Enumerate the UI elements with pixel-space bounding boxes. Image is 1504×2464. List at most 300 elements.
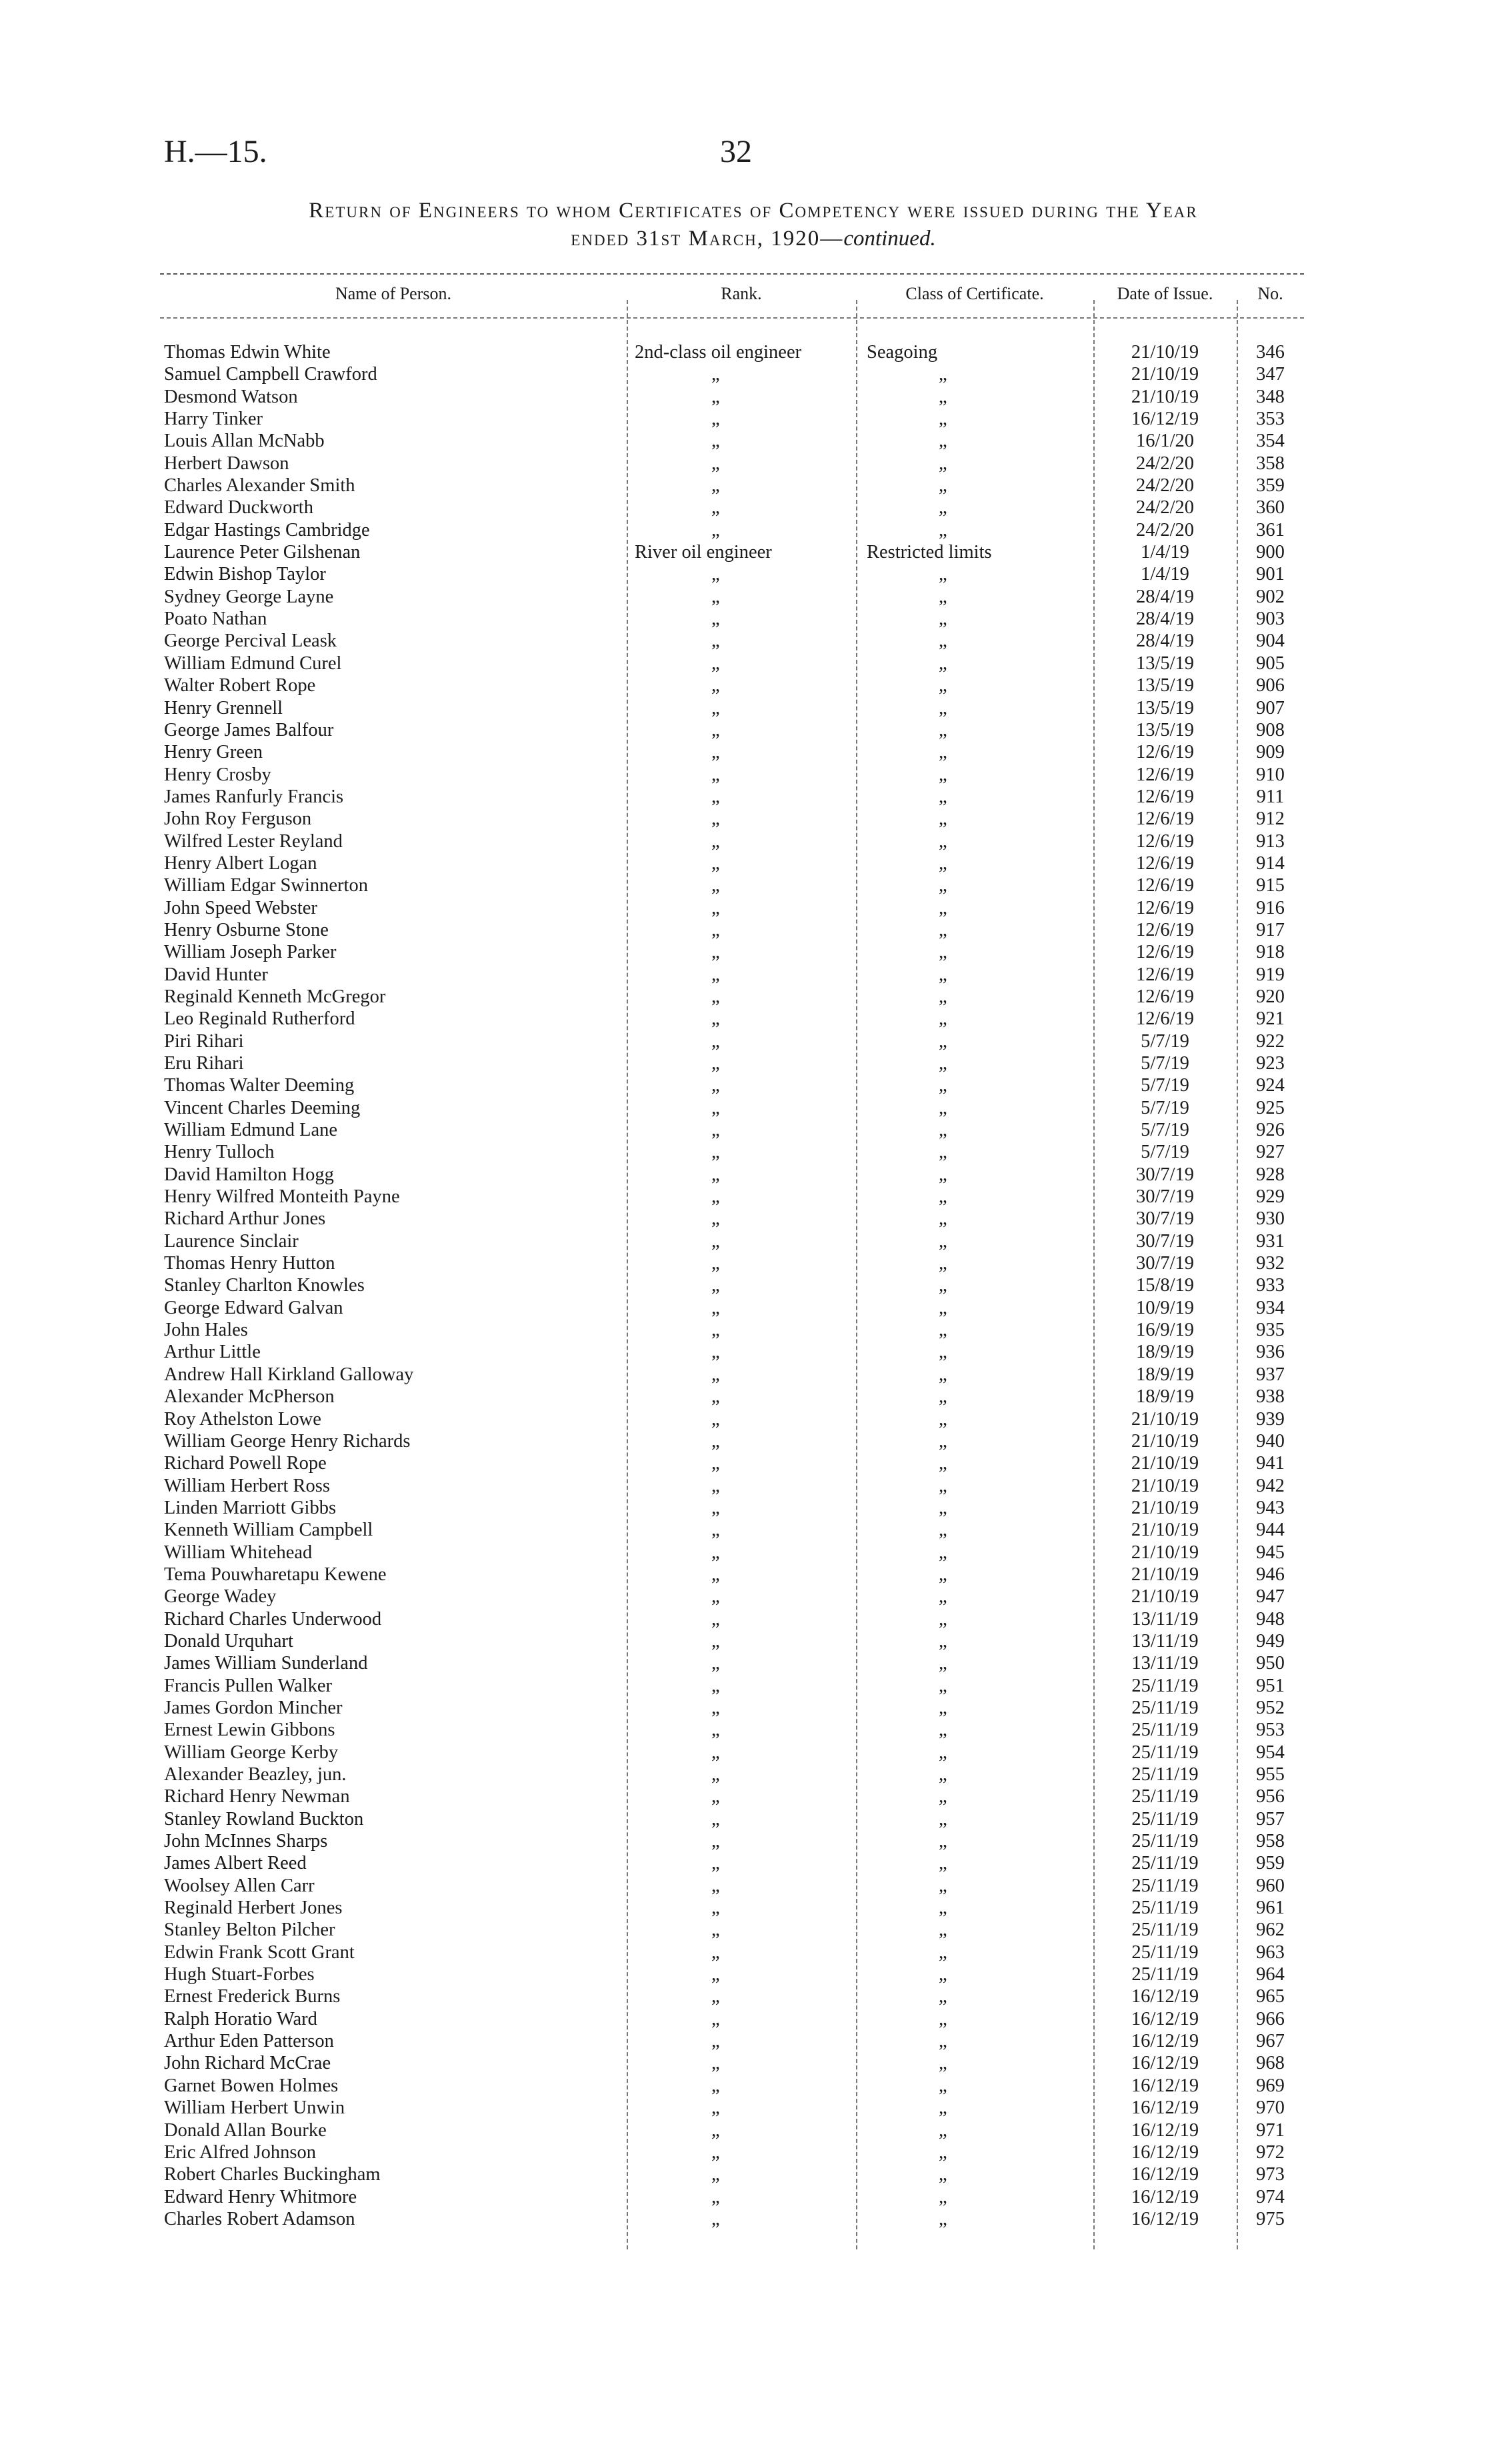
rank: „ — [711, 942, 720, 963]
date-of-issue: 12/6/19 — [1135, 786, 1195, 807]
rank: „ — [711, 1964, 720, 1985]
table-row — [160, 1630, 1304, 1652]
person-name-text: Alexander Beazley, jun. — [164, 1764, 351, 1785]
person-name-text: William George Kerby — [164, 1742, 342, 1763]
person-name-text: Laurence Peter Gilshenan — [164, 542, 364, 563]
rank: „ — [711, 719, 720, 740]
certificate-number: 944 — [1256, 1520, 1285, 1541]
certificate-class: „ — [939, 609, 947, 630]
person-name-text: John Richard McCrae — [164, 2053, 335, 2073]
certificate-class: „ — [939, 1497, 947, 1518]
document-subtitle — [160, 227, 1347, 251]
rank: „ — [711, 1453, 720, 1474]
certificate-class: „ — [939, 1742, 947, 1763]
person-name-text: Hugh Stuart-Forbes — [164, 1964, 319, 1985]
rank: „ — [711, 2186, 720, 2207]
person-name-text: Ralph Horatio Ward — [164, 2009, 321, 2029]
table-row — [160, 1897, 1304, 1919]
person-name-text: James Gordon Mincher — [164, 1698, 347, 1718]
person-name-text: Linden Marriott Gibbs — [164, 1498, 340, 1518]
person-name-text: Henry Tulloch — [164, 1142, 278, 1162]
certificate-number: 929 — [1256, 1186, 1285, 1208]
table-row — [160, 1719, 1304, 1741]
certificate-class: „ — [939, 1275, 947, 1296]
person-name-text: John McInnes Sharps — [164, 1831, 331, 1851]
person-name-text: Stanley Belton Pilcher — [164, 1919, 339, 1940]
table-row — [160, 2008, 1304, 2030]
date-of-issue: 13/11/19 — [1131, 1608, 1199, 1630]
certificate-class: „ — [939, 942, 947, 963]
person-name-text: Francis Pullen Walker — [164, 1676, 336, 1696]
person-name-text: William Edmund Lane — [164, 1120, 341, 1140]
rank: „ — [711, 2208, 720, 2229]
table-top-rule — [160, 273, 1304, 275]
person-name — [164, 719, 624, 741]
certificate-class: „ — [939, 897, 947, 918]
date-of-issue: 21/10/19 — [1131, 342, 1199, 363]
person-name — [164, 1297, 624, 1319]
certificate-number: 919 — [1256, 964, 1285, 985]
certificate-class: „ — [939, 1586, 947, 1608]
certificate-class: „ — [939, 1764, 947, 1785]
rank: „ — [711, 808, 720, 830]
table-row — [160, 1941, 1304, 1963]
table-row — [160, 1230, 1304, 1252]
person-name-text: Donald Urquhart — [164, 1631, 297, 1652]
certificate-number: 970 — [1256, 2097, 1285, 2119]
person-name — [164, 2208, 624, 2230]
person-name-text: Louis Allan McNabb — [164, 431, 329, 451]
table-row — [160, 764, 1304, 786]
table-row — [160, 519, 1304, 541]
table-row — [160, 1586, 1304, 1608]
certificate-number: 972 — [1256, 2141, 1285, 2163]
date-of-issue: 16/12/19 — [1131, 2097, 1199, 2119]
rank: „ — [711, 1564, 720, 1585]
person-name — [164, 1119, 624, 1141]
date-of-issue: 25/11/19 — [1131, 1831, 1199, 1852]
certificate-class: „ — [939, 1120, 947, 1141]
date-of-issue: 25/11/19 — [1131, 1764, 1199, 1785]
rank: „ — [711, 830, 720, 852]
rank: „ — [711, 2075, 720, 2096]
table-row — [160, 1652, 1304, 1674]
person-name — [164, 1208, 624, 1230]
rank: „ — [711, 586, 720, 607]
person-name — [164, 919, 624, 941]
person-name — [164, 1186, 624, 1208]
rank: „ — [711, 364, 720, 385]
person-name-text: Charles Robert Adamson — [164, 2209, 359, 2229]
rank: „ — [711, 409, 720, 430]
rank: „ — [711, 1697, 720, 1718]
date-of-issue: 16/12/19 — [1131, 2075, 1199, 2096]
table-row — [160, 741, 1304, 763]
table-row — [160, 1274, 1304, 1296]
date-of-issue: 21/10/19 — [1131, 1430, 1199, 1452]
table-row — [160, 1164, 1304, 1186]
table-row — [160, 430, 1304, 452]
person-name — [164, 1564, 624, 1586]
certificate-class: „ — [939, 431, 947, 452]
certificate-class: „ — [939, 1408, 947, 1430]
table-row — [160, 408, 1304, 430]
person-name — [164, 1364, 624, 1386]
rank: „ — [711, 1941, 720, 1963]
rank: „ — [711, 1831, 720, 1852]
person-name-text: David Hamilton Hogg — [164, 1164, 338, 1185]
date-of-issue: 24/2/20 — [1135, 519, 1195, 541]
column-header-date: Date of Issue. — [1117, 284, 1213, 303]
certificate-class: „ — [939, 1364, 947, 1385]
person-name — [164, 2008, 624, 2030]
rank: „ — [711, 1608, 720, 1630]
certificate-number: 359 — [1256, 475, 1285, 497]
table-row — [160, 1830, 1304, 1852]
certificate-number: 963 — [1256, 1941, 1285, 1963]
table-row — [160, 830, 1304, 852]
date-of-issue: 25/11/19 — [1131, 1786, 1199, 1808]
date-of-issue: 12/6/19 — [1135, 1008, 1195, 1030]
date-of-issue: 16/12/19 — [1131, 2208, 1199, 2229]
person-name-text: Harry Tinker — [164, 409, 267, 429]
date-of-issue: 12/6/19 — [1135, 875, 1195, 896]
rank: „ — [711, 453, 720, 474]
person-name-text: Reginald Kenneth McGregor — [164, 986, 389, 1007]
certificate-number: 959 — [1256, 1853, 1285, 1874]
certificate-class: „ — [939, 1720, 947, 1741]
table-row — [160, 1252, 1304, 1274]
table-row — [160, 497, 1304, 519]
column-header-no: No. — [1257, 284, 1283, 303]
certificate-number: 945 — [1256, 1542, 1285, 1563]
certificate-number: 913 — [1256, 830, 1285, 852]
certificate-class: „ — [939, 1964, 947, 1985]
certificate-number: 353 — [1256, 409, 1285, 430]
rank: „ — [711, 1097, 720, 1118]
person-name-text: Donald Allan Bourke — [164, 2120, 331, 2141]
certificate-number: 955 — [1256, 1764, 1285, 1785]
column-header-name: Name of Person. — [335, 284, 451, 303]
table-row — [160, 1963, 1304, 1985]
person-name-text: Henry Crosby — [164, 764, 275, 785]
person-name — [164, 1230, 624, 1252]
certificate-number: 904 — [1256, 630, 1285, 652]
person-name — [164, 519, 624, 541]
table-row — [160, 2119, 1304, 2141]
certificate-number: 942 — [1256, 1475, 1285, 1496]
date-of-issue: 5/7/19 — [1141, 1120, 1189, 1141]
certificate-class: „ — [939, 852, 947, 874]
certificate-class: „ — [939, 1875, 947, 1896]
person-name — [164, 1141, 624, 1163]
certificate-number: 901 — [1256, 564, 1285, 585]
table-body — [160, 341, 1304, 2230]
person-name-text: David Hunter — [164, 964, 272, 985]
certificate-number: 938 — [1256, 1386, 1285, 1408]
date-of-issue: 24/2/20 — [1135, 453, 1195, 474]
certificate-number: 916 — [1256, 897, 1285, 918]
person-name — [164, 741, 624, 763]
date-of-issue: 12/6/19 — [1135, 852, 1195, 874]
person-name — [164, 1008, 624, 1030]
table-row — [160, 453, 1304, 475]
date-of-issue: 16/12/19 — [1131, 409, 1199, 430]
person-name — [164, 874, 624, 896]
date-of-issue: 30/7/19 — [1135, 1208, 1195, 1230]
person-name-text: Walter Robert Rope — [164, 675, 319, 696]
rank: „ — [711, 1030, 720, 1052]
date-of-issue: 12/6/19 — [1135, 742, 1195, 763]
rank: „ — [711, 1208, 720, 1230]
person-name-text: Herbert Dawson — [164, 453, 293, 474]
person-name-text: William Herbert Unwin — [164, 2097, 349, 2118]
certificate-number: 934 — [1256, 1297, 1285, 1318]
certificate-number: 967 — [1256, 2031, 1285, 2052]
person-name — [164, 1386, 624, 1408]
certificate-class: „ — [939, 1653, 947, 1674]
date-of-issue: 30/7/19 — [1135, 1164, 1195, 1185]
date-of-issue: 18/9/19 — [1135, 1386, 1195, 1408]
rank: „ — [711, 1720, 720, 1741]
person-name-text: Thomas Walter Deeming — [164, 1075, 358, 1096]
certificate-class: „ — [939, 1342, 947, 1363]
column-header-class: Class of Certificate. — [905, 284, 1044, 303]
certificate-class: „ — [939, 1520, 947, 1541]
person-name — [164, 1542, 624, 1564]
certificate-class: „ — [939, 986, 947, 1007]
person-name — [164, 1897, 624, 1919]
rank: „ — [711, 1342, 720, 1363]
certificate-class: „ — [939, 786, 947, 807]
person-name-text: Ernest Frederick Burns — [164, 1986, 344, 2007]
person-name-text: George Edward Galvan — [164, 1298, 347, 1318]
table-row — [160, 719, 1304, 741]
person-name — [164, 1875, 624, 1897]
person-name — [164, 1074, 624, 1096]
person-name — [164, 363, 624, 385]
date-of-issue: 12/6/19 — [1135, 830, 1195, 852]
person-name-text: Thomas Edwin White — [164, 342, 335, 363]
date-of-issue: 25/11/19 — [1131, 1941, 1199, 1963]
person-name-text: James Ranfurly Francis — [164, 786, 347, 807]
date-of-issue: 5/7/19 — [1141, 1030, 1189, 1052]
date-of-issue: 16/12/19 — [1131, 1986, 1199, 2007]
table-row — [160, 2163, 1304, 2185]
rank: „ — [711, 497, 720, 519]
date-of-issue: 18/9/19 — [1135, 1364, 1195, 1385]
person-name — [164, 608, 624, 630]
certificate-class: „ — [939, 830, 947, 852]
rank: „ — [711, 1386, 720, 1408]
certificate-class: „ — [939, 964, 947, 985]
certificate-number: 973 — [1256, 2164, 1285, 2185]
person-name-text: Richard Charles Underwood — [164, 1609, 385, 1630]
certificate-number: 930 — [1256, 1208, 1285, 1230]
person-name — [164, 1786, 624, 1808]
person-name-text: Roy Athelston Lowe — [164, 1409, 325, 1430]
person-name-text: William Edgar Swinnerton — [164, 875, 372, 896]
certificate-class: „ — [939, 1675, 947, 1696]
person-name — [164, 964, 624, 986]
person-name — [164, 2097, 624, 2119]
certificate-class: „ — [939, 630, 947, 652]
certificate-class: „ — [939, 742, 947, 763]
rank: „ — [711, 2008, 720, 2029]
table-row — [160, 1430, 1304, 1452]
person-name-text: Laurence Sinclair — [164, 1231, 303, 1252]
person-name-text: Henry Osburne Stone — [164, 920, 333, 940]
rank: „ — [711, 1430, 720, 1452]
certificate-number: 902 — [1256, 586, 1285, 607]
rank: „ — [711, 1808, 720, 1830]
person-name-text: Henry Grennell — [164, 698, 287, 718]
certificate-number: 950 — [1256, 1653, 1285, 1674]
date-of-issue: 12/6/19 — [1135, 897, 1195, 918]
certificate-class: „ — [939, 519, 947, 541]
person-name-text: Henry Wilfred Monteith Payne — [164, 1186, 404, 1207]
certificate-class: „ — [939, 1430, 947, 1452]
rank: „ — [711, 852, 720, 874]
date-of-issue: 30/7/19 — [1135, 1253, 1195, 1274]
person-name-text: George Wadey — [164, 1586, 280, 1607]
rank: „ — [711, 475, 720, 497]
rank: River oil engineer — [635, 542, 772, 563]
person-name-text: Edgar Hastings Cambridge — [164, 520, 374, 541]
date-of-issue: 10/9/19 — [1135, 1297, 1195, 1318]
certificate-number: 923 — [1256, 1053, 1285, 1074]
person-name — [164, 1630, 624, 1652]
certificate-class: „ — [939, 652, 947, 674]
person-name-text: William Whitehead — [164, 1542, 316, 1563]
date-of-issue: 13/11/19 — [1131, 1630, 1199, 1652]
person-name-text: Wilfred Lester Reyland — [164, 831, 347, 852]
certificate-class: „ — [939, 1320, 947, 1341]
date-of-issue: 16/12/19 — [1131, 2119, 1199, 2141]
certificate-class: „ — [939, 475, 947, 497]
date-of-issue: 12/6/19 — [1135, 986, 1195, 1007]
person-name — [164, 2163, 624, 2185]
person-name — [164, 1052, 624, 1074]
page-number: 32 — [720, 134, 752, 169]
rank: „ — [711, 1897, 720, 1919]
certificate-number: 924 — [1256, 1075, 1285, 1096]
rank: „ — [711, 564, 720, 585]
certificate-class: „ — [939, 764, 947, 785]
table-row — [160, 964, 1304, 986]
certificate-class: „ — [939, 697, 947, 718]
date-of-issue: 21/10/19 — [1131, 1520, 1199, 1541]
person-name — [164, 475, 624, 497]
table-row — [160, 630, 1304, 652]
rank: „ — [711, 1742, 720, 1763]
certificate-class: „ — [939, 1475, 947, 1496]
date-of-issue: 24/2/20 — [1135, 475, 1195, 497]
person-name-text: Tema Pouwharetapu Kewene — [164, 1564, 391, 1585]
certificate-number: 964 — [1256, 1964, 1285, 1985]
certificate-class: „ — [939, 1297, 947, 1318]
rank: „ — [711, 764, 720, 785]
certificate-number: 966 — [1256, 2008, 1285, 2029]
person-name — [164, 1452, 624, 1474]
certificate-class: „ — [939, 1919, 947, 1941]
certificate-class: „ — [939, 1564, 947, 1585]
certificate-number: 907 — [1256, 697, 1285, 718]
person-name — [164, 2141, 624, 2163]
table-row — [160, 1985, 1304, 2007]
person-name-text: William Joseph Parker — [164, 942, 340, 962]
person-name — [164, 1742, 624, 1764]
certificate-class: „ — [939, 1230, 947, 1252]
table-row — [160, 808, 1304, 830]
certificate-number: 962 — [1256, 1919, 1285, 1941]
table-row — [160, 1519, 1304, 1541]
person-name — [164, 541, 624, 563]
person-name — [164, 830, 624, 852]
person-name — [164, 697, 624, 719]
person-name — [164, 786, 624, 808]
certificate-class: „ — [939, 2186, 947, 2207]
certificate-number: 927 — [1256, 1142, 1285, 1163]
certificate-number: 968 — [1256, 2053, 1285, 2074]
date-of-issue: 21/10/19 — [1131, 1542, 1199, 1563]
person-name-text: Alexander McPherson — [164, 1386, 339, 1407]
certificate-number: 960 — [1256, 1875, 1285, 1896]
table-row — [160, 2208, 1304, 2230]
table-row — [160, 1497, 1304, 1519]
table-row — [160, 1475, 1304, 1497]
person-name — [164, 386, 624, 408]
certificate-number: 948 — [1256, 1608, 1285, 1630]
person-name — [164, 2052, 624, 2074]
table-row — [160, 2141, 1304, 2163]
rank: „ — [711, 386, 720, 407]
person-name — [164, 1652, 624, 1674]
person-name-text: Reginald Herbert Jones — [164, 1897, 347, 1918]
date-of-issue: 1/4/19 — [1141, 542, 1189, 563]
date-of-issue: 25/11/19 — [1131, 1697, 1199, 1718]
date-of-issue: 18/9/19 — [1135, 1342, 1195, 1363]
person-name — [164, 1097, 624, 1119]
date-of-issue: 21/10/19 — [1131, 1564, 1199, 1585]
certificate-class: „ — [939, 497, 947, 519]
certificate-number: 939 — [1256, 1408, 1285, 1430]
table-row — [160, 1141, 1304, 1163]
rank: „ — [711, 786, 720, 807]
certificate-class: „ — [939, 1986, 947, 2007]
date-of-issue: 13/5/19 — [1135, 675, 1195, 696]
person-name — [164, 1341, 624, 1363]
person-name-text: Edwin Bishop Taylor — [164, 564, 330, 585]
certificate-class: „ — [939, 2075, 947, 2096]
date-of-issue: 5/7/19 — [1141, 1053, 1189, 1074]
person-name — [164, 941, 624, 963]
table-row — [160, 586, 1304, 608]
person-name — [164, 1764, 624, 1786]
person-name — [164, 1519, 624, 1541]
certificate-number: 911 — [1256, 786, 1285, 807]
date-of-issue: 30/7/19 — [1135, 1230, 1195, 1252]
rank: „ — [711, 986, 720, 1007]
date-of-issue: 21/10/19 — [1131, 364, 1199, 385]
person-name-text: Stanley Rowland Buckton — [164, 1809, 367, 1830]
person-name-text: George Percival Leask — [164, 630, 341, 651]
certificate-class: „ — [939, 1897, 947, 1919]
table-row — [160, 986, 1304, 1008]
date-of-issue: 28/4/19 — [1135, 630, 1195, 652]
person-name — [164, 1586, 624, 1608]
person-name-text: Poato Nathan — [164, 609, 271, 629]
